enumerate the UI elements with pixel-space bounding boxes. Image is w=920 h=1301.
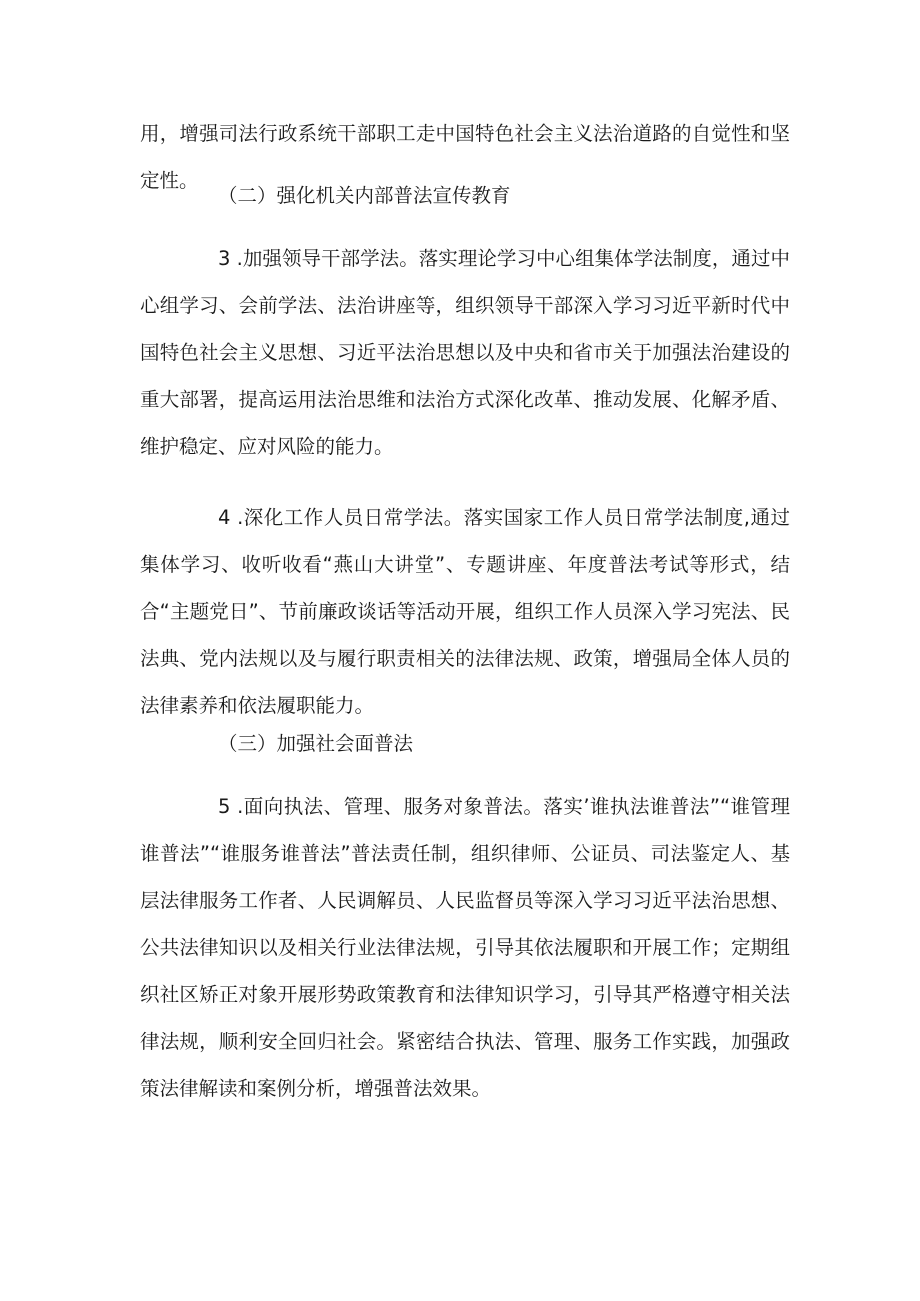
- paragraph-continuation: 用，增强司法行政系统干部职工走中国特色社会主义法治道路的自觉性和坚定性。: [140, 122, 790, 192]
- paragraph-item-4: 4 .深化工作人员日常学法。落实国家工作人员日常学法制度,通过集体学习、收听收看“燕山大讲堂”、专题讲座、年度普法考试等形式，结合“主题党日”、节前廉政谈话等活动开展，组织工作人员深入学习宪法、民法典、党内法规以及与履行职责相关的法律法规、政策，增强局全体人员的法律素养和依法履职能力。: [140, 506, 790, 717]
- section-heading-2: （二）强化机关内部普法宣传教育: [218, 184, 511, 207]
- paragraph-item-3: 3 .加强领导干部学法。落实理论学习中心组集体学法制度，通过中心组学习、会前学法、法治讲座等，组织领导干部深入学习习近平新时代中国特色社会主义思想、习近平法治思想以及中央和省市关于加强法治建设的重大部署，提高运用法治思维和法治方式深化改革、推动发展、化解矛盾、维护稳定、应对风险的能力。: [140, 247, 790, 458]
- paragraph-item-5: 5 .面向执法、管理、服务对象普法。落实’谁执法谁普法”“谁管理谁普法”“谁服务谁普法”普法责任制，组织律师、公证员、司法鉴定人、基层法律服务工作者、人民调解员、人民监督员等深入学习习近平法治思想、公共法律知识以及相关行业法律法规，引导其依法履职和开展工作；定期组织社区矫正对象开展形势政策教育和法律知识学习，引导其严格遵守相关法律法规，顺利安全回归社会。紧密结合执法、管理、服务工作实践，加强政策法律解读和案例分析，增强普法效果。: [140, 795, 790, 1100]
- section-heading-3: （三）加强社会面普法: [218, 732, 414, 755]
